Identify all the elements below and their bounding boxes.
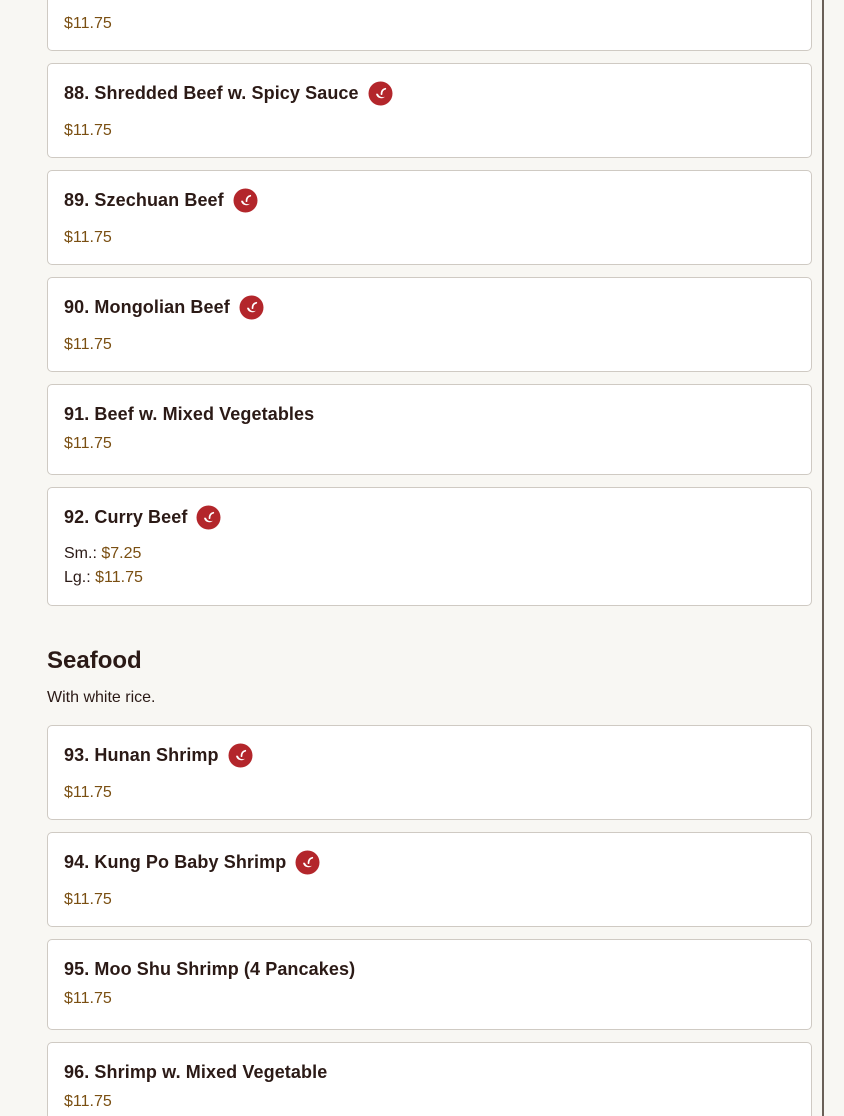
price-label: Lg.:	[64, 569, 96, 586]
menu-item-card[interactable]	[47, 725, 812, 820]
price-value: $11.75	[64, 990, 112, 1007]
chili-pepper-icon	[228, 743, 253, 768]
price-value: $11.75	[64, 336, 112, 353]
price-value: $11.75	[64, 1093, 112, 1110]
item-title-row	[64, 80, 795, 106]
price-value: $11.75	[64, 435, 112, 452]
price-line	[64, 542, 795, 566]
price-value: $11.75	[64, 229, 112, 246]
item-title-row	[64, 1059, 795, 1085]
item-title: 92. Curry Beef	[64, 506, 188, 527]
item-title: 94. Kung Po Baby Shrimp	[64, 851, 287, 872]
price-value: $11.75	[64, 15, 112, 32]
item-title: 96. Shrimp w. Mixed Vegetable	[64, 1061, 328, 1082]
item-prices	[64, 1090, 795, 1114]
chili-pepper-icon	[295, 850, 320, 875]
chili-pepper-icon	[239, 295, 264, 320]
menu-item-card[interactable]	[47, 832, 812, 927]
item-prices	[64, 987, 795, 1011]
item-title-row	[64, 504, 795, 530]
price-line	[64, 119, 795, 143]
price-line	[64, 888, 795, 912]
price-value: $11.75	[95, 569, 143, 586]
item-title-row	[64, 849, 795, 875]
item-prices	[64, 12, 795, 36]
item-prices	[64, 432, 795, 456]
item-title: 91. Beef w. Mixed Vegetables	[64, 403, 315, 424]
price-line	[64, 12, 795, 36]
chili-pepper-icon	[233, 188, 258, 213]
item-title-row	[64, 742, 795, 768]
item-title-row	[64, 401, 795, 427]
item-prices	[64, 888, 795, 912]
price-line	[64, 987, 795, 1011]
chili-pepper-icon	[368, 81, 393, 106]
price-line	[64, 1090, 795, 1114]
item-prices	[64, 226, 795, 250]
page-divider	[822, 0, 824, 1116]
price-line	[64, 333, 795, 357]
price-value: $11.75	[64, 784, 112, 801]
item-prices	[64, 542, 795, 590]
item-prices	[64, 781, 795, 805]
item-title: 89. Szechuan Beef	[64, 189, 224, 210]
item-title-row	[64, 187, 795, 213]
menu-item-card[interactable]	[47, 1042, 812, 1116]
menu-item-card[interactable]	[47, 277, 812, 372]
menu-item-card[interactable]	[47, 63, 812, 158]
section-header-seafood	[47, 646, 812, 708]
price-line	[64, 566, 795, 590]
chili-pepper-icon	[196, 505, 221, 530]
item-prices	[64, 333, 795, 357]
section-description: With white rice.	[47, 689, 156, 706]
menu-item-card[interactable]	[47, 384, 812, 475]
item-title: 88. Shredded Beef w. Spicy Sauce	[64, 82, 359, 103]
menu-item-card[interactable]	[47, 939, 812, 1030]
price-line	[64, 781, 795, 805]
menu-item-card[interactable]	[47, 0, 812, 51]
item-title-row	[64, 294, 795, 320]
menu-item-card[interactable]	[47, 170, 812, 265]
price-value: $11.75	[64, 122, 112, 139]
menu-column	[47, 0, 812, 1116]
price-line	[64, 226, 795, 250]
item-title: 90. Mongolian Beef	[64, 296, 230, 317]
menu-item-card[interactable]	[47, 487, 812, 606]
item-title: 93. Hunan Shrimp	[64, 744, 219, 765]
item-title-row	[64, 956, 795, 982]
price-label: Sm.:	[64, 545, 102, 562]
price-value: $11.75	[64, 891, 112, 908]
price-value: $7.25	[101, 545, 142, 562]
price-line	[64, 432, 795, 456]
item-prices	[64, 119, 795, 143]
item-title: 95. Moo Shu Shrimp (4 Pancakes)	[64, 958, 356, 979]
section-title: Seafood	[47, 647, 142, 674]
